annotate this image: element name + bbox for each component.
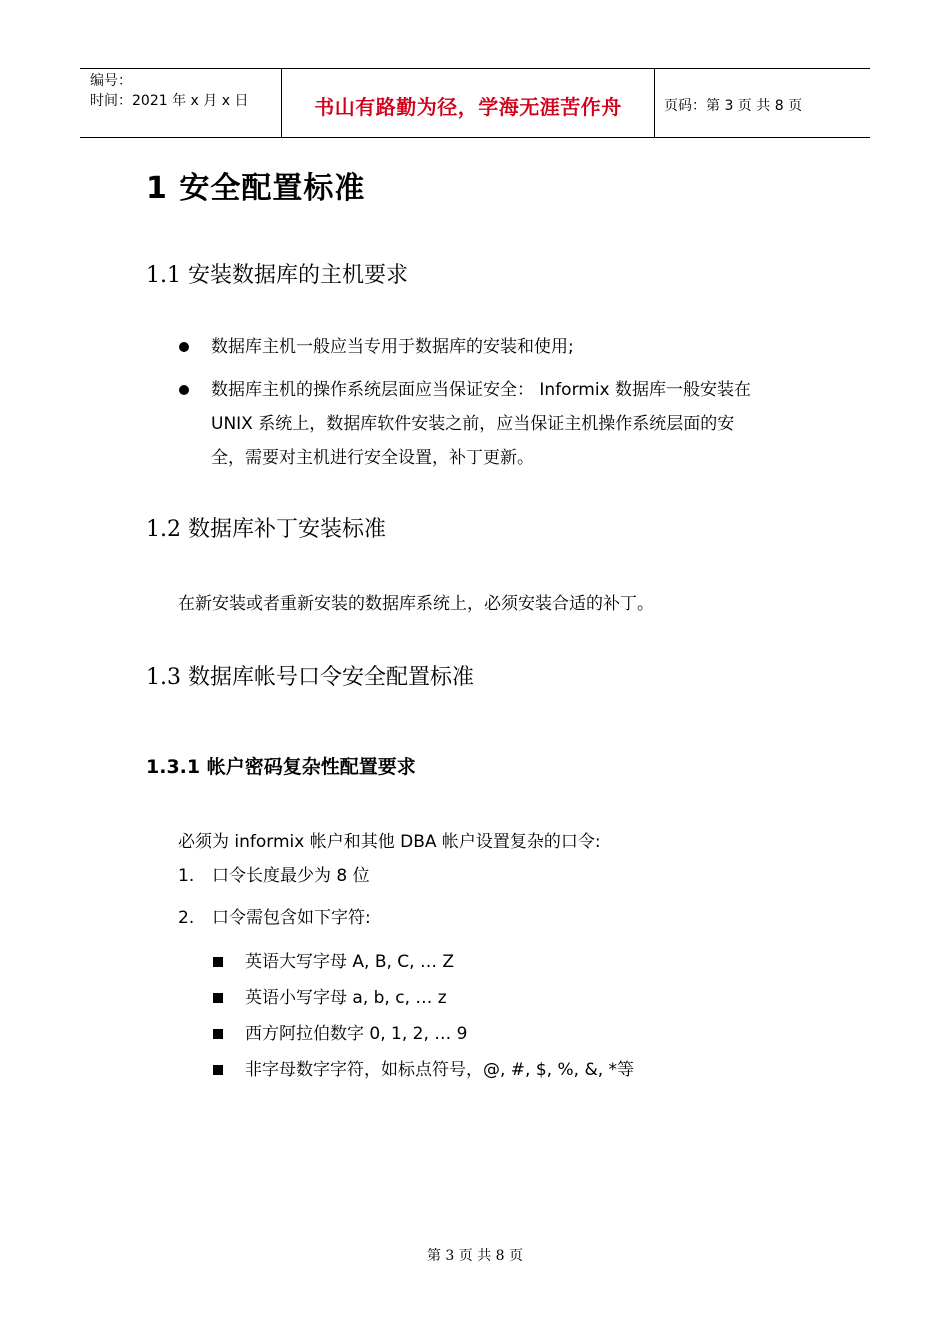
bullet-dot xyxy=(179,385,189,395)
list-item-text: 口令长度最少为 8 位 xyxy=(212,866,370,886)
section-heading-1-3: 1.3 数据库帐号口令安全配置标准 xyxy=(146,665,474,690)
header-page-cell xyxy=(655,69,870,137)
bullet-dot xyxy=(179,342,189,352)
bullet-text: 数据库主机一般应当专用于数据库的安装和使用; xyxy=(211,337,574,357)
page-header xyxy=(80,68,870,138)
paragraph-text: 必须为 informix 帐户和其他 DBA 帐户设置复杂的口令: xyxy=(178,832,601,852)
header-motto: 书山有路勤为径，学海无涯苦作舟 xyxy=(314,95,622,119)
sub-list-item: 非字母数字字符，如标点符号，@, #, $, %, &, *等 xyxy=(245,1060,635,1080)
bullet-square xyxy=(213,1065,223,1075)
bullet-text: 数据库主机的操作系统层面应当保证安全： Informix 数据库一般安装在 xyxy=(211,380,752,400)
list-number: 1. xyxy=(178,866,195,886)
bullet-square xyxy=(213,993,223,1003)
paragraph-text: 在新安装或者重新安装的数据库系统上，必须安装合适的补丁。 xyxy=(178,594,654,614)
document-number-label: 编号： xyxy=(90,73,132,89)
page-footer: 第 3 页 共 8 页 xyxy=(426,1248,524,1264)
bullet-text-continued: UNIX 系统上，数据库软件安装之前，应当保证主机操作系统层面的安 xyxy=(211,414,735,434)
list-item-text: 口令需包含如下字符: xyxy=(212,908,371,928)
document-date: 时间：2021 年 x 月 x 日 xyxy=(90,93,249,109)
sub-list-item: 英语小写字母 a, b, c, … z xyxy=(245,988,447,1008)
bullet-square xyxy=(213,957,223,967)
chapter-heading: 1 安全配置标准 xyxy=(146,171,366,206)
list-number: 2. xyxy=(178,908,195,928)
header-page-code: 页码：第 3 页 共 8 页 xyxy=(664,98,803,114)
bullet-text-continued: 全，需要对主机进行安全设置，补丁更新。 xyxy=(211,448,534,468)
header-info-cell xyxy=(80,69,282,137)
sub-list-item: 英语大写字母 A, B, C, … Z xyxy=(245,952,455,972)
section-heading-1-2: 1.2 数据库补丁安装标准 xyxy=(146,517,386,542)
sub-list-item: 西方阿拉伯数字 0, 1, 2, … 9 xyxy=(245,1024,468,1044)
subsection-heading-1-3-1: 1.3.1 帐户密码复杂性配置要求 xyxy=(146,756,416,778)
header-motto-cell xyxy=(282,69,655,137)
bullet-square xyxy=(213,1029,223,1039)
section-heading-1-1: 1.1 安装数据库的主机要求 xyxy=(146,263,408,288)
